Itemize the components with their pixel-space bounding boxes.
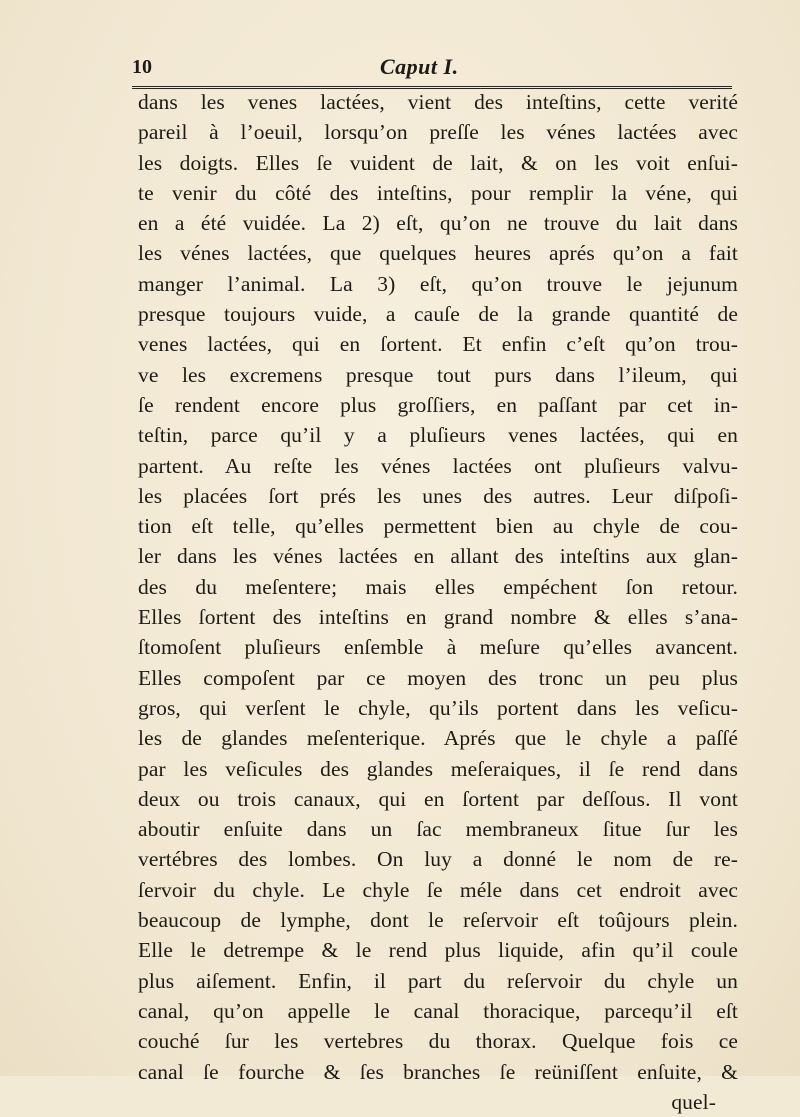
text-line: beaucoup de lymphe, dont le reſervoir eſt toûjours plein. — [138, 908, 738, 933]
text-line: canal ſe fourche & ſes branches ſe reüniſſent enſuite, & — [138, 1059, 738, 1084]
text-line: par les veſicules des glandes meſeraiques, il ſe rend dans — [138, 756, 738, 781]
text-line: Elles compoſent par ce moyen des tronc un peu plus — [138, 665, 738, 690]
text-line: presque toujours vuide, a cauſe de la grande quantité de — [138, 302, 738, 327]
text-line: les placées ſort prés les unes des autres. Leur diſpoſi- — [138, 483, 738, 508]
text-line: plus aiſement. Enfin, il part du reſervoir du chyle un — [138, 968, 738, 993]
text-line: gros, qui verſent le chyle, qu’ils portent dans les veſicu- — [138, 695, 738, 720]
body-text — [138, 87, 738, 1117]
catchword: quel- — [671, 1089, 716, 1114]
text-line: manger l’animal. La 3) eſt, qu’on trouve le jejunum — [138, 271, 738, 296]
text-line: les de glandes meſenterique. Aprés que le chyle a paſſé — [138, 726, 738, 751]
text-line: Elle le detrempe & le rend plus liquide, afin qu’il coule — [138, 938, 738, 963]
text-line: pareil à l’oeuil, lorsqu’on preſſe les vénes lactées avec — [138, 120, 738, 145]
text-line: ler dans les vénes lactées en allant des inteſtins aux glan- — [138, 544, 738, 569]
page-header — [132, 56, 732, 90]
page-number: 10 — [132, 56, 152, 78]
text-line: tion eſt telle, qu’elles permettent bien au chyle de cou- — [138, 514, 738, 539]
text-line: en a été vuidée. La 2) eſt, qu’on ne trouve du lait dans — [138, 211, 738, 236]
text-line: canal, qu’on appelle le canal thoracique, parcequ’il eſt — [138, 998, 738, 1023]
text-line: ſtomoſent pluſieurs enſemble à meſure qu’elles avancent. — [138, 635, 738, 660]
text-line: venes lactées, qui en ſortent. Et enfin c’eſt qu’on trou- — [138, 332, 738, 357]
text-line: teſtin, parce qu’il y a pluſieurs venes lactées, qui en — [138, 423, 738, 448]
text-line: Elles ſortent des inteſtins en grand nombre & elles s’ana- — [138, 605, 738, 630]
text-line: des du meſentere; mais elles empéchent ſon retour. — [138, 574, 738, 599]
text-line: deux ou trois canaux, qui en ſortent par deſſous. Il vont — [138, 786, 738, 811]
text-line: ſervoir du chyle. Le chyle ſe méle dans cet endroit avec — [138, 877, 738, 902]
text-line: les doigts. Elles ſe vuident de lait, & on les voit enſui- — [138, 150, 738, 175]
text-line: ſe rendent encore plus groſſiers, en paſſant par cet in- — [138, 392, 738, 417]
text-line: couché ſur les vertebres du thorax. Quelque fois ce — [138, 1029, 738, 1054]
running-head: Caput I. — [380, 54, 459, 79]
text-line: dans les venes lactées, vient des inteſtins, cette verité — [138, 90, 738, 114]
text-line: partent. Au reſte les vénes lactées ont pluſieurs valvu- — [138, 453, 738, 478]
text-line: les vénes lactées, que quelques heures aprés qu’on a fait — [138, 241, 738, 266]
text-line: te venir du côté des inteſtins, pour remplir la véne, qui — [138, 180, 738, 205]
text-line: ve les excremens presque tout purs dans l’ileum, qui — [138, 362, 738, 387]
text-line: vertébres des lombes. On luy a donné le nom de re- — [138, 847, 738, 872]
text-line: aboutir enſuite dans un ſac membraneux ſitue ſur les — [138, 817, 738, 842]
